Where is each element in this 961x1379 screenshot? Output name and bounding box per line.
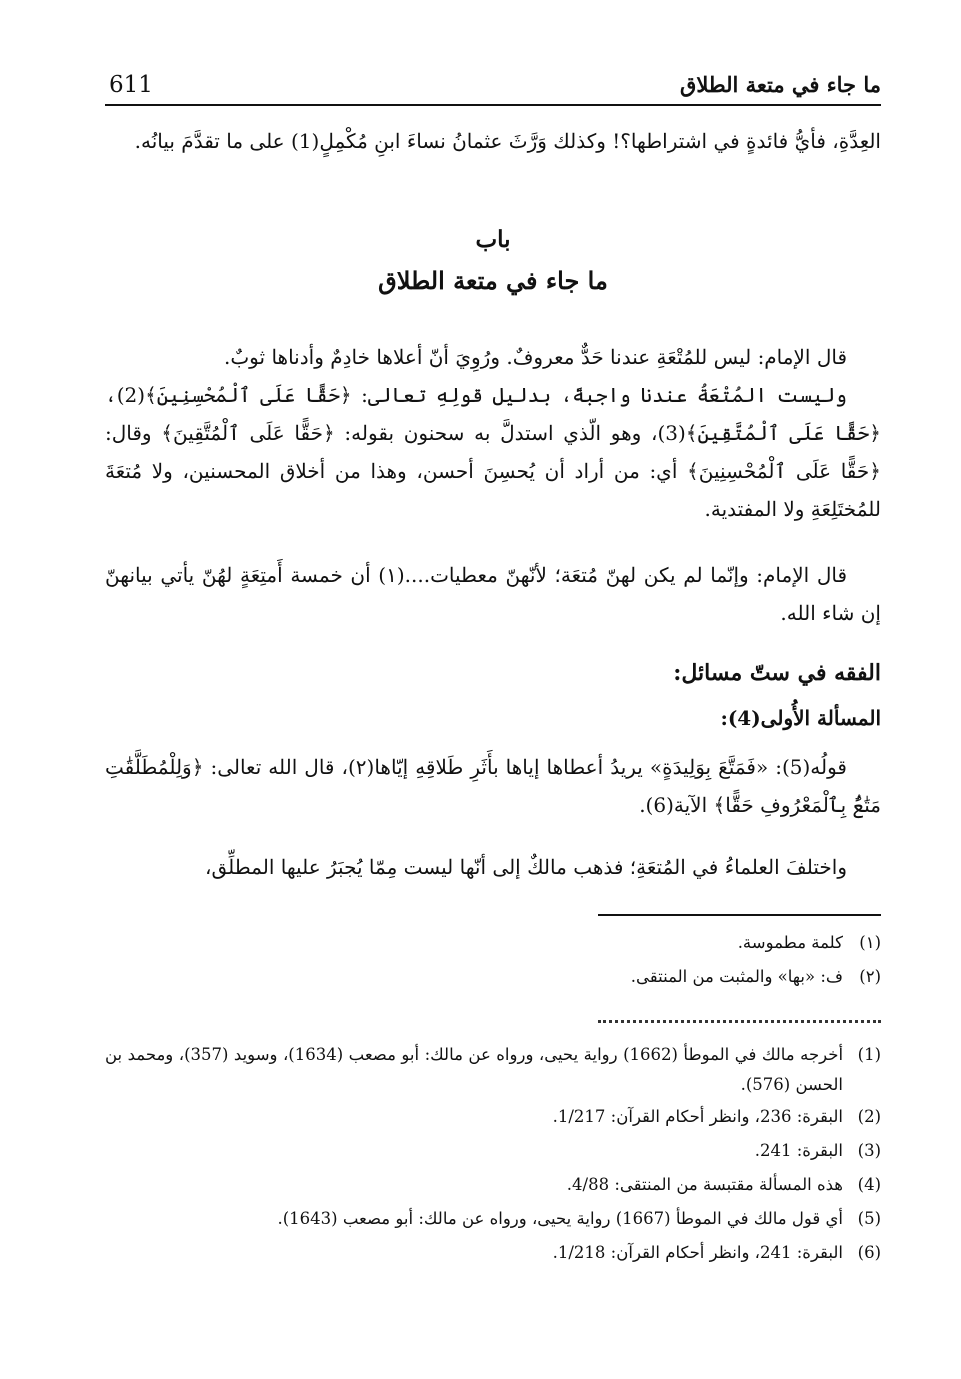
footnotes — [105, 1040, 881, 1270]
footnote-text: أي قول مالك في الموطأ (1667) رواية يحيى، ورواه عن مالك: أبو مصعب (1643). — [277, 1209, 843, 1228]
footnote-text: البقرة: 241، وانظر أحكام القرآن: 1/218. — [552, 1243, 843, 1262]
paragraph-4-block — [105, 748, 881, 824]
main-paragraphs — [105, 338, 881, 528]
page-header — [105, 70, 881, 106]
footnote-number: (2) — [857, 1107, 881, 1126]
note-text: كلمة مطموسة. — [737, 933, 843, 952]
footnote — [105, 1168, 881, 1202]
footnote-number: (1) — [857, 1045, 881, 1064]
paragraph-5: واختلفَ العلماءُ في المُتعَةِ؛ فذهب مالكٌ إلى أنّها ليست مِمّا يُجبَرُ عليها المطلِّق، — [205, 855, 847, 879]
footnote-number: (3) — [857, 1141, 881, 1160]
paragraph-5-block — [105, 848, 881, 886]
editor-note — [105, 960, 881, 994]
paragraph-3: قال الإمام: وإنّما لم يكن لهنّ مُتعَة؛ لأنّهنّ معطيات....(١) أن خمسة أَمتِعَةٍ لهُنّ يأتي بيانهنّ إن شاء الله. — [105, 563, 881, 625]
note-number: (٢) — [859, 967, 881, 986]
fiqh-heading: الفقه في ستّ مسائل: — [673, 660, 881, 686]
running-title: ما جاء في متعة الطلاق — [680, 72, 881, 97]
intro-paragraph — [105, 122, 881, 160]
footnote — [105, 1134, 881, 1168]
paragraph-2: وليست المُتْعَةُ عندنا واجبةً، بدليل قولِهِ تعالى: ﴿حَقًّا عَلَى ٱلْمُحْسِنِينَ﴾(2)، ﴿حَقًّا عَلَى ٱلْمُتَّقِينَ﴾(3)، وهو الّذي استدلَّ به سحنون بقوله: ﴿حَقًّا عَلَى ٱلْمُتَّقِينَ﴾ وقال: ﴿حَقًّا عَلَى ٱلْمُحْسِنِينَ﴾ أي: من أراد أن يُحسِنَ أحسن، وهذا من أخلاق المحسنين، ولا مُتعَةَ للمُختَلِعَةِ ولا المفتدية. — [105, 383, 881, 521]
note-text: ف: «بها» والمثبت من المنتقى. — [630, 967, 843, 986]
chapter-title: ما جاء في متعة الطلاق — [378, 266, 608, 295]
paragraph-4: قولُه(5): «فَمَتَّعَ بِوَلِيدَةٍ» يريدُ أعطاها إياها بأَثَرِ طَلاقِهِ إيّاها(٢)، قال الله تعالى: ﴿وَلِلْمُطَلَّقَٰتِ مَتَٰعٌۢ بِٱلْمَعْرُوفِ حَقًّا﴾ الآية(6). — [105, 755, 881, 817]
page-number: 611 — [109, 72, 153, 98]
paragraph-3-block — [105, 556, 881, 632]
footnote-text: هذه المسألة مقتبسة من المنتقى: 4/88. — [566, 1175, 843, 1194]
footnote — [105, 1040, 881, 1100]
footnote-separator — [598, 914, 881, 916]
footnote-text: البقرة: 241. — [754, 1141, 843, 1160]
footnote — [105, 1202, 881, 1236]
chapter-label: باب — [475, 226, 511, 253]
note-number: (١) — [859, 933, 881, 952]
editor-notes — [105, 926, 881, 994]
footnote — [105, 1100, 881, 1134]
paragraph-1: قال الإمام: ليس للمُتْعَةِ عندنا حَدٌّ معروفٌ. ورُوِيَ أنّ أعلاها خادِمٌ وأدناها ثوبٌ. — [224, 345, 847, 369]
footnote-number: (4) — [857, 1175, 881, 1194]
issue-heading: المسألة الأُولى(4): — [720, 706, 881, 730]
footnote — [105, 1236, 881, 1270]
footnote-number: (6) — [857, 1243, 881, 1262]
editor-note — [105, 926, 881, 960]
dotted-separator — [598, 1020, 881, 1027]
intro-text: العِدَّةِ، فأيُّ فائدةٍ في اشتراطها؟! وكذلك وَرَّثَ عثمانُ نساءَ ابنِ مُكْمِلٍ(1) على ما تقدَّمَ بيانُه. — [134, 129, 881, 153]
footnote-text: أخرجه مالك في الموطأ (1662) رواية يحيى، ورواه عن مالك: أبو مصعب (1634)، وسويد (357)، ومحمد بن الحسن (576). — [105, 1045, 844, 1094]
footnote-number: (5) — [857, 1209, 881, 1228]
footnote-text: البقرة: 236، وانظر أحكام القرآن: 1/217. — [552, 1107, 843, 1126]
